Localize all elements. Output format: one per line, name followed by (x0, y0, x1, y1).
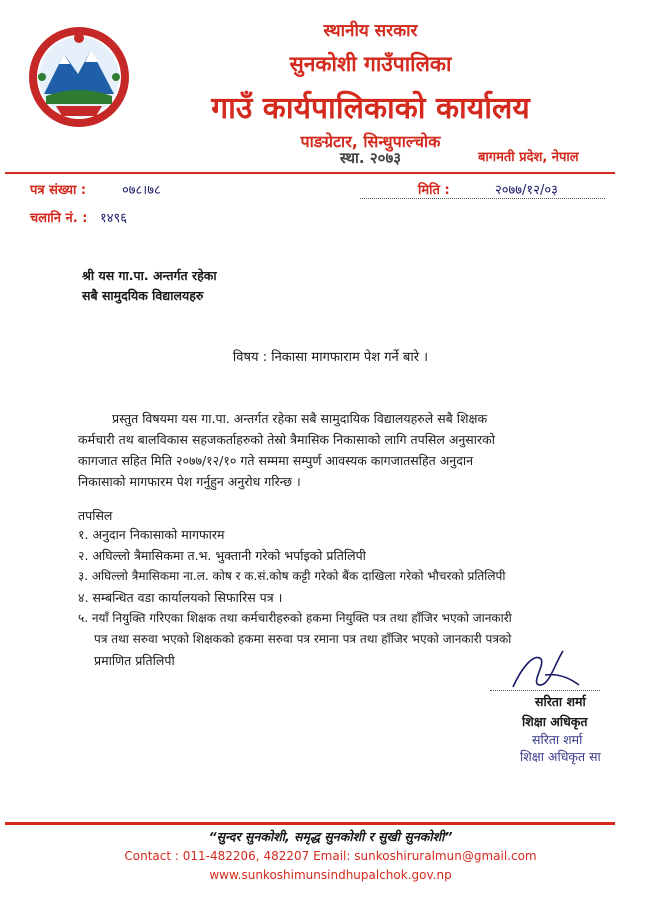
header-address: पाङग्रेटार, सिन्धुपाल्चोक (300, 132, 441, 151)
stamp-name: सरिता शर्मा (532, 732, 583, 747)
handwritten-signature-icon (505, 645, 585, 695)
list-title: तपसिल (78, 508, 113, 523)
subject-line: विषय : निकासा मागफाराम पेश गर्ने बारे । (232, 350, 429, 365)
stamp-title: शिक्षा अधिकृत सा (520, 749, 601, 764)
list-item-continuation: पत्र तथा सरुवा भएको शिक्षकको हकमा सरुवा पत्र रमाना पत्र तथा हाँजिर भएको जानकारी पत्रको (94, 632, 512, 646)
header-divider (5, 172, 615, 174)
date-dotted-line (360, 198, 605, 199)
signatory-name: सरिता शर्मा (535, 694, 586, 709)
recipient-line-1: श्री यस गा.पा. अन्तर्गत रहेका (82, 268, 217, 283)
letter-number-value: ०७८।७८ (122, 183, 161, 198)
body-line-1: प्रस्तुत विषयमा यस गा.पा. अन्तर्गत रहेका सबै सामुदायिक विद्यालयहरुले सबै शिक्षक (112, 411, 488, 426)
contact-phones: 011-482206, 482207 (182, 849, 310, 863)
header-local-government: स्थानीय सरकार (323, 21, 418, 41)
list-item: १. अनुदान निकासाको मागफारम (78, 527, 225, 542)
dispatch-number-value: १४९६ (100, 211, 128, 226)
header-province: बागमती प्रदेश, नेपाल (478, 150, 579, 165)
date-value: २०७७/१२/०३ (495, 183, 558, 198)
email-link[interactable]: sunkoshiruralmun@gmail.com (354, 849, 537, 863)
header-office-title: गाउँ कार्यपालिकाको कार्यालय (211, 91, 530, 126)
body-line-3: कागजात सहित मिति २०७७/१२/१० गते सम्ममा सम्पुर्ण आवस्यक कागजातसहित अनुदान (78, 453, 474, 468)
contact-label: Contact : (124, 849, 179, 863)
email-label: Email: (313, 849, 351, 863)
footer-contact-row (0, 849, 661, 863)
dispatch-number-label: चलानि नं. : (30, 211, 88, 226)
header-municipality-name: सुनकोशी गाउँपालिका (289, 52, 452, 76)
footer-slogan: “सुन्दर सुनकोशी, समृद्ध सुनकोशी र सुखी सुनकोशी” (208, 829, 453, 844)
body-line-2: कर्मचारी तथ बालविकास सहजकर्ताहरुको तेस्रो त्रैमासिक निकासाको लागि तपसिल अनुसारको (78, 432, 495, 447)
letter-number-label: पत्र संख्या : (30, 183, 87, 198)
list-item: ५. नयाँ नियुक्ति गरिएका शिक्षक तथा कर्मचारीहरुको हकमा नियुक्ति पत्र तथा हाँजिर भएको जानकारी (78, 611, 512, 625)
date-label: मिति : (418, 183, 450, 198)
signatory-title: शिक्षा अधिकृत (522, 714, 588, 729)
list-item: २. अघिल्लो त्रैमासिकमा त.भ. भुक्तानी गरेको भर्पाइको प्रतिलिपी (78, 548, 366, 563)
footer-divider (5, 822, 615, 825)
website-link[interactable]: www.sunkoshimunsindhupalchok.gov.np (209, 868, 452, 882)
recipient-line-2: सबै सामुदयिक विद्यालयहरु (82, 288, 204, 303)
list-item-continuation: प्रमाणित प्रतिलिपी (94, 653, 175, 668)
header-established: स्था. २०७३ (339, 149, 402, 167)
signature-line (490, 690, 600, 691)
body-line-4: निकासाको मागफारम पेश गर्नुहुन अनुरोध गरिन्छ । (78, 474, 301, 489)
list-item: ४. सम्बन्धित वडा कार्यालयको सिफारिस पत्र । (78, 590, 283, 605)
list-item: ३. अघिल्लो त्रैमासिकमा ना.ल. कोष र क.सं.कोष कट्टी गरेको बैंक दाखिला गरेको भौचरको प्रतिलिपी (78, 569, 506, 583)
